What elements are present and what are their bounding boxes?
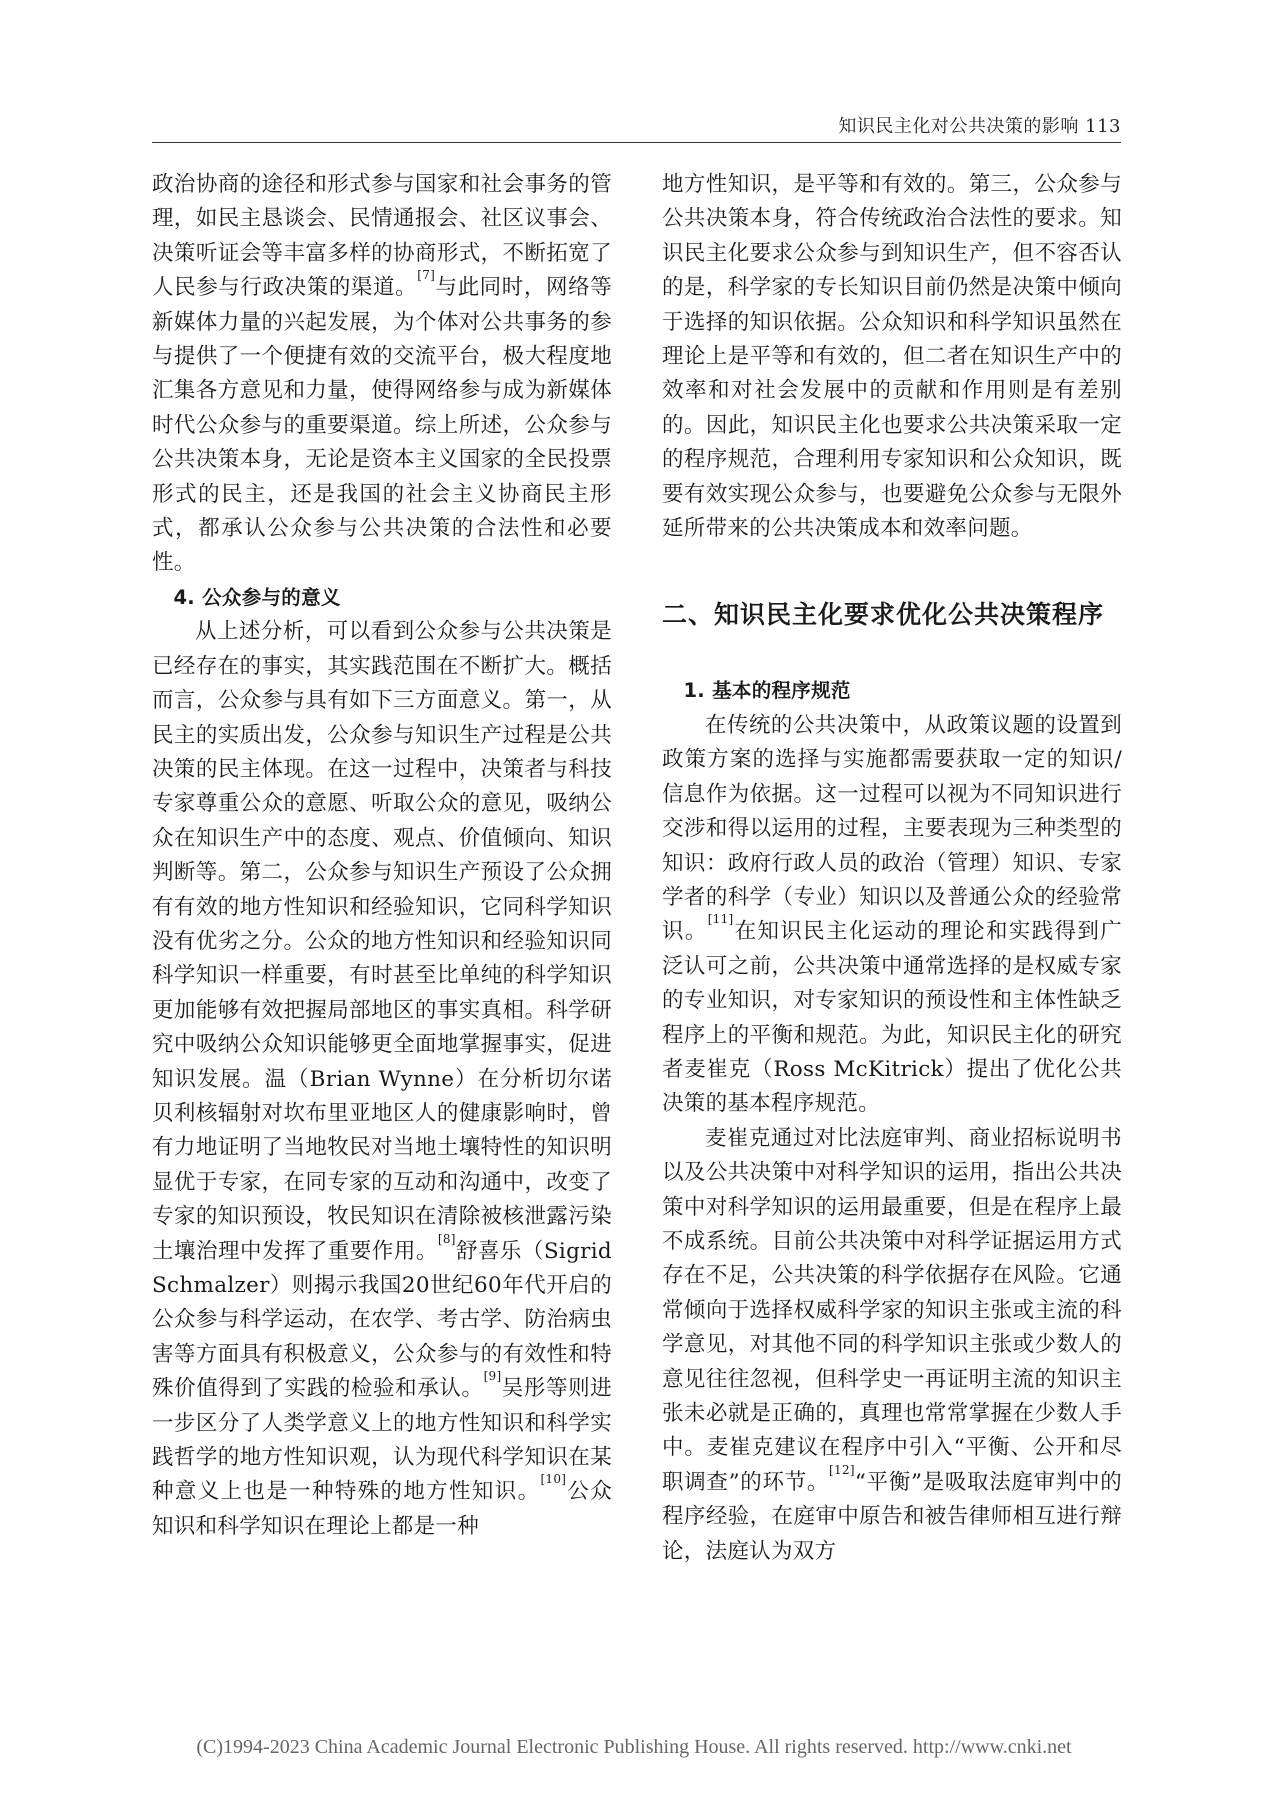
paragraph-text: 舒喜乐（Sigrid Schmalzer）则揭示我国20世纪60年代开启的公众参与科学运动，在农学、考古学、防治病虫害等方面具有积极意义，公众参与的有效性和特殊价值得到了实践的检验和承认。 xyxy=(152,1238,612,1402)
citation-ref[interactable]: [11] xyxy=(707,912,734,927)
running-header: 知识民主化对公共决策的影响 113 xyxy=(838,116,1121,137)
paragraph-text: 从上述分析，可以看到公众参与公共决策是已经存在的事实，其实践范围在不断扩大。概括而言，公众参与具有如下三方面意义。第一，从民主的实质出发，公众参与知识生产过程是公共决策的民主体现。在这一过程中，决策者与科技专家尊重公众的意愿、听取公众的意见，吸纳公众在知识生产中的态度、观点、价值倾向、知识判断等。第二，公众参与知识生产预设了公众拥有有效的地方性知识和经验知识，它同科学知识没有优劣之分。公众的地方性知识和经验知识同科学知识一样重要，有时甚至比单纯的科学知识更加能够有效把握局部地区的事实真相。科学研究中吸纳公众知识能够更全面地掌握事实，促进知识发展。温（Brian Wynne）在分析切尔诺贝利核辐射对坎布里亚地区人的健康影响时，曾有力地证明了当地牧民对当地土壤特性的知识明显优于专家，在同专家的互动和沟通中，改变了专家的知识预设，牧民知识在清除被核泄露污染土壤治理中发挥了重要作用。 xyxy=(152,619,612,1264)
paragraph-text: 与此同时，网络等新媒体力量的兴起发展，为个体对公共事务的参与提供了一个便捷有效的交流平台，极大程度地汇集各方意见和力量，使得网络参与成为新媒体时代公众参与的重要渠道。综上所述，公众参与公共决策本身，无论是资本主义国家的全民投票形式的民主，还是我国的社会主义协商民主形式，都承认公众参与公共决策的合法性和必要性。 xyxy=(152,275,612,576)
paragraph-continued: 地方性知识，是平等和有效的。第三，公众参与公共决策本身，符合传统政治合法性的要求。知识民主化要求公众参与到知识生产，但不容否认的是，科学家的专长知识目前仍然是决策中倾向于选择的知识依据。公众知识和科学知识虽然在理论上是平等和有效的，但二者在知识生产中的效率和对社会发展中的贡献和作用则是有差别的。因此，知识民主化也要求公共决策采取一定的程序规范，合理利用专家知识和公众知识，既要有效实现公众参与，也要避免公众参与无限外延所带来的公共决策成本和效率问题。 xyxy=(662,172,1122,542)
paragraph-text: 政治协商的途径和形式参与国家和社会事务的管理，如民主恳谈会、民情通报会、社区议事会、决策听证会等丰富多样的协商形式，不断拓宽了人民参与行政决策的渠道。 xyxy=(152,172,612,301)
paragraph xyxy=(662,709,1122,1122)
copyright-footer: (C)1994-2023 China Academic Journal Electronic Publishing House. All rights reserved. http://www.cnki.net xyxy=(196,1736,1072,1758)
citation-ref[interactable]: [12] xyxy=(829,1462,855,1477)
paragraph-text: 公众知识和科学知识在理论上都是一种 xyxy=(152,1479,612,1539)
subsection-heading: 1. 基本的程序规范 xyxy=(683,679,851,703)
paragraph xyxy=(152,615,612,1544)
paragraph-continued xyxy=(152,168,612,581)
right-column xyxy=(662,168,1122,1569)
paragraph-text: 吴彤等则进一步区分了人类学意义上的地方性知识和科学实践哲学的地方性知识观，认为现代科学知识在某种意义上也是一种特殊的地方性知识。 xyxy=(152,1376,612,1505)
left-column xyxy=(152,168,612,1544)
citation-ref[interactable]: [8] xyxy=(437,1231,456,1246)
subsection-heading: 4. 公众参与的意义 xyxy=(173,585,341,609)
paragraph xyxy=(662,1122,1122,1569)
paragraph-text: 麦崔克通过对比法庭审判、商业招标说明书以及公共决策中对科学知识的运用，指出公共决策中对科学知识的运用最重要，但是在程序上最不成系统。目前公共决策中对科学证据运用方式存在不足，公共决策的科学依据存在风险。它通常倾向于选择权威科学家的知识主张或主流的科学意见，对其他不同的科学知识主张或少数人的意见往往忽视，但科学史一再证明主流的知识主张未必就是正确的，真理也常常掌握在少数人手中。麦崔克建议在程序中引入“平衡、公开和尽职调查”的环节。 xyxy=(662,1125,1122,1495)
paragraph-text: “平衡”是吸取法庭审判中的程序经验，在庭审中原告和被告律师相互进行辩论，法庭认为双方 xyxy=(662,1469,1122,1564)
citation-ref[interactable]: [7] xyxy=(417,268,436,283)
citation-ref[interactable]: [10] xyxy=(540,1472,567,1487)
section-title: 二、知识民主化要求优化公共决策程序 xyxy=(662,600,1105,630)
paragraph-text: 在知识民主化运动的理论和实践得到广泛认可之前，公共决策中通常选择的是权威专家的专业知识，对专家知识的预设性和主体性缺乏程序上的平衡和规范。为此，知识民主化的研究者麦崔克（Ross McKitrick）提出了优化公共决策的基本程序规范。 xyxy=(662,919,1122,1117)
paragraph-text: 在传统的公共决策中，从政策议题的设置到政策方案的选择与实施都需要获取一定的知识/信息作为依据。这一过程可以视为不同知识进行交涉和得以运用的过程，主要表现为三种类型的知识：政府行政人员的政治（管理）知识、专家学者的科学（专业）知识以及普通公众的经验常识。 xyxy=(662,712,1122,945)
citation-ref[interactable]: [9] xyxy=(483,1369,502,1384)
header-rule xyxy=(152,142,1121,143)
